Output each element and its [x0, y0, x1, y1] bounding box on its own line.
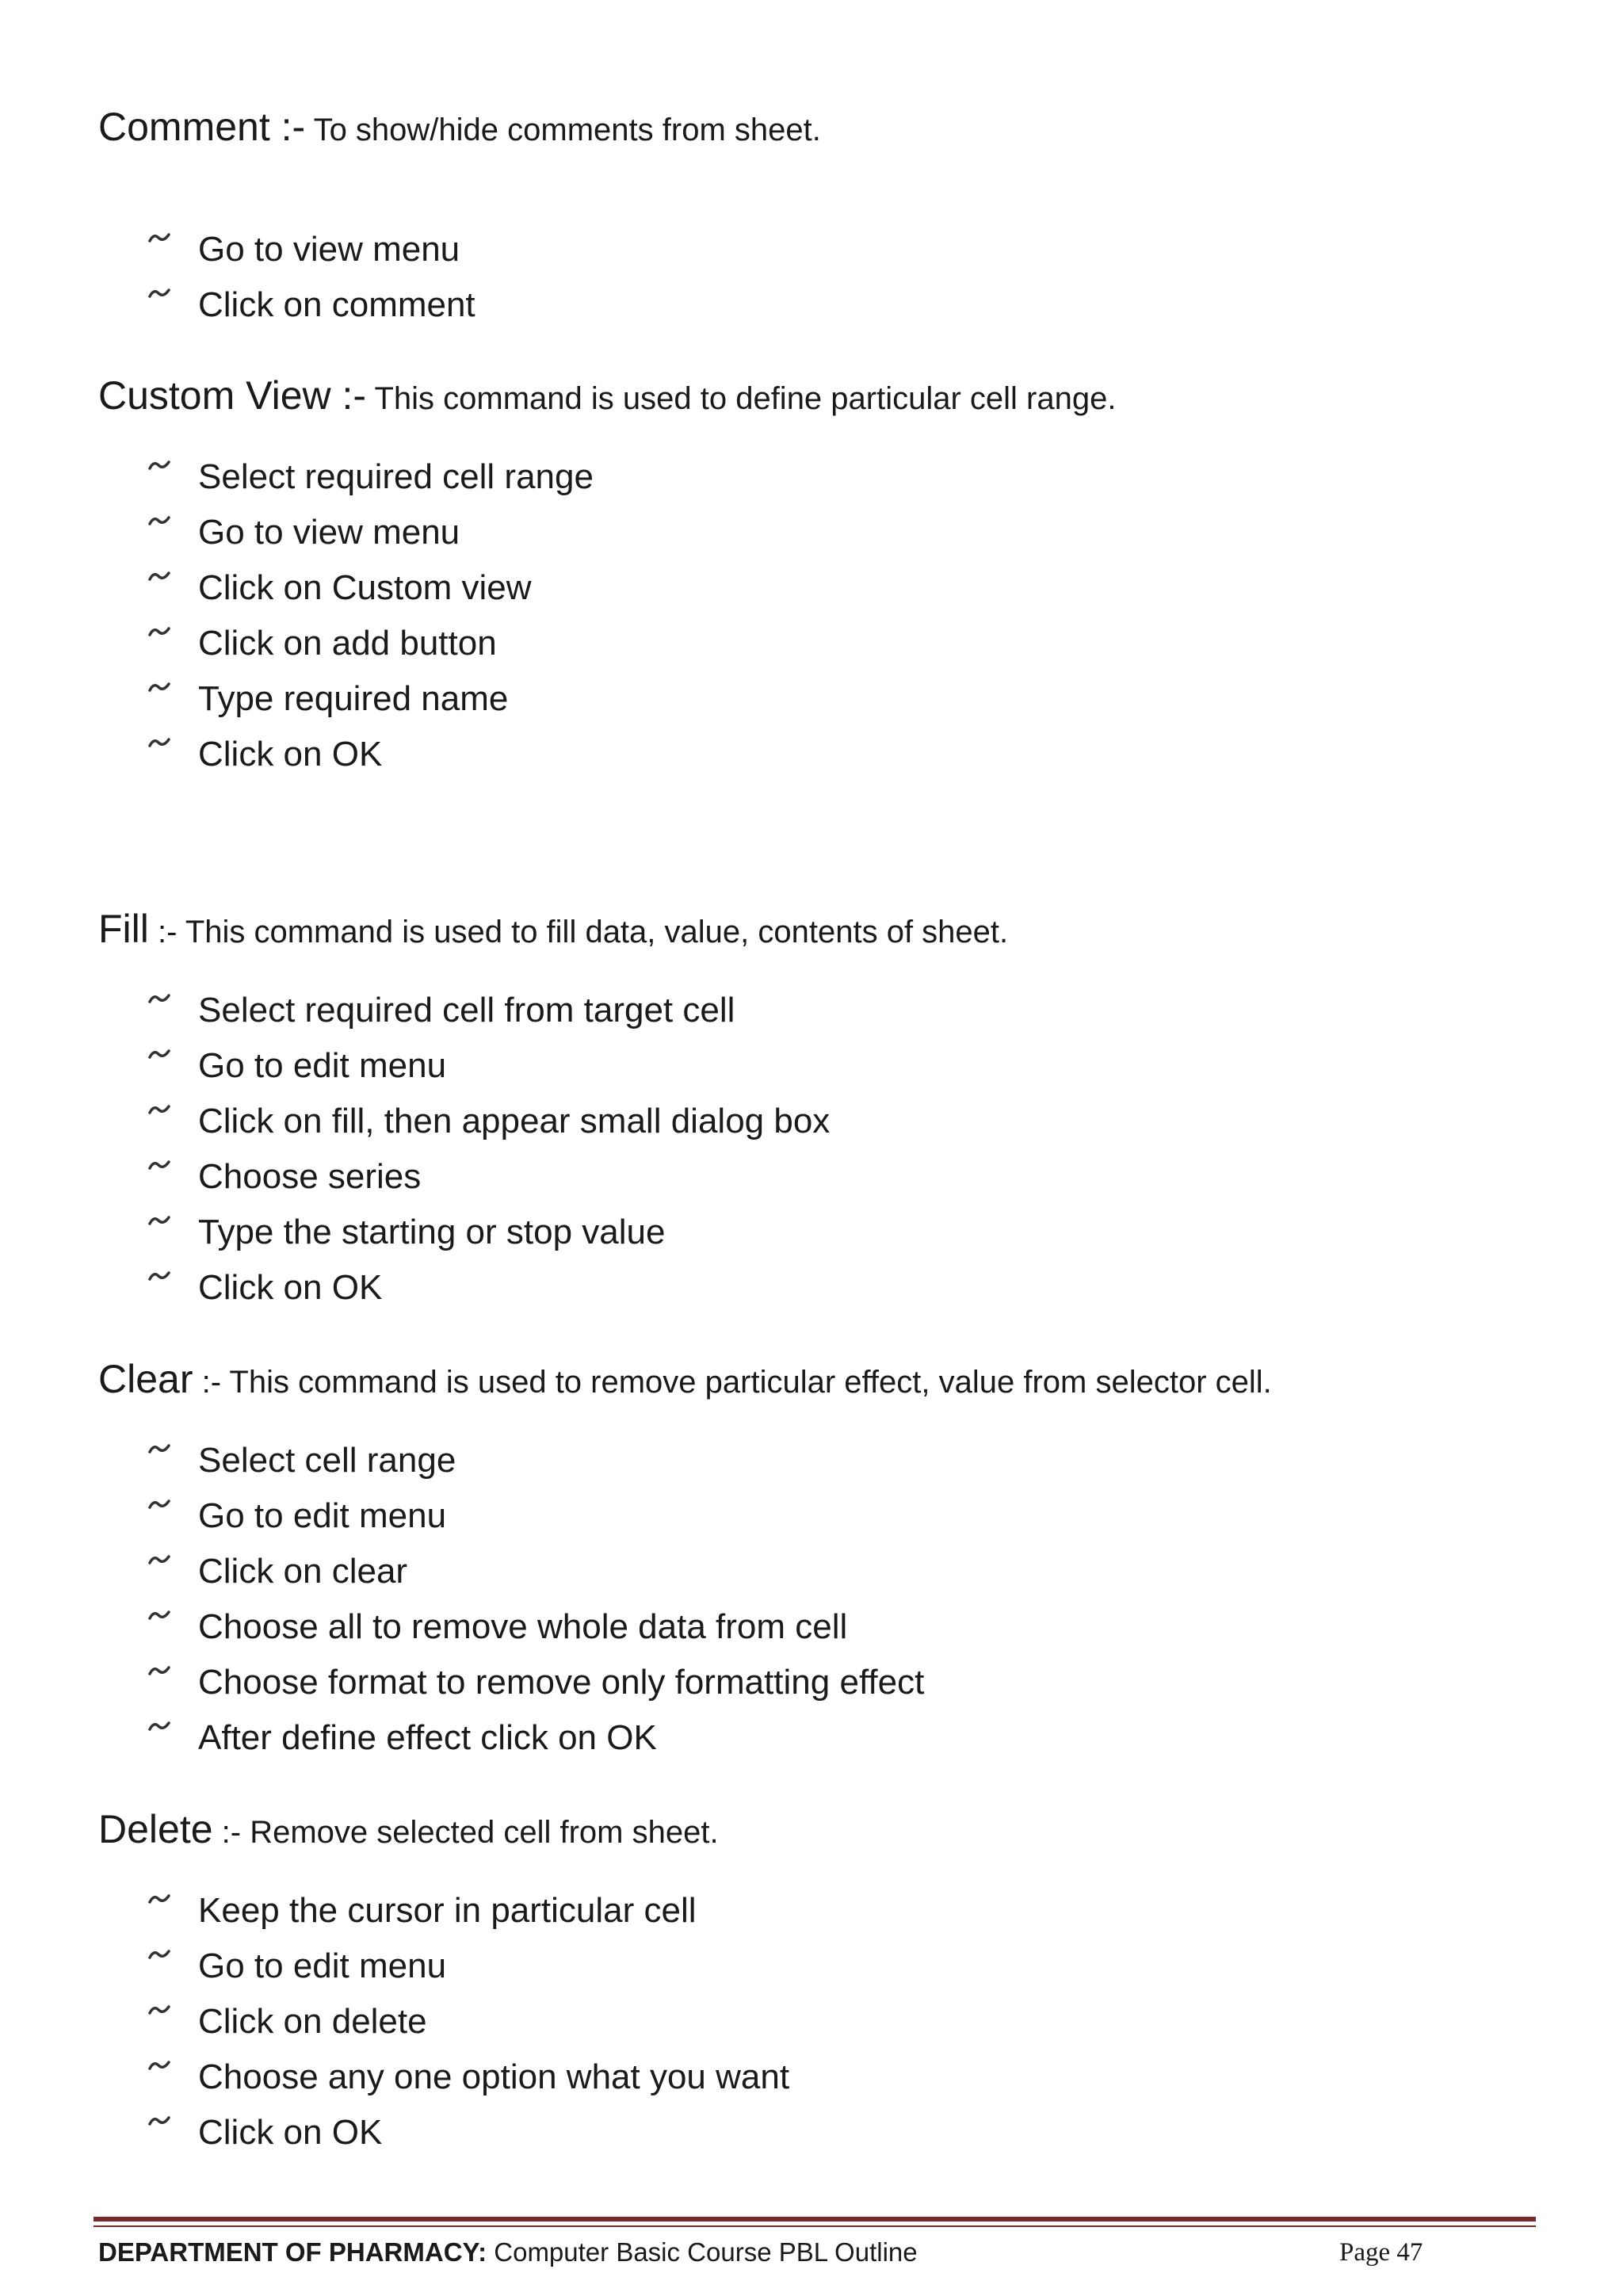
step-text: Go to edit menu — [198, 1046, 447, 1085]
tilde-bullet-icon — [147, 1661, 171, 1680]
heading-description: To show/hide comments from sheet. — [305, 113, 821, 147]
footer-divider — [94, 2217, 1536, 2222]
footer-course-info — [98, 2235, 918, 2270]
tilde-bullet-icon — [147, 1156, 171, 1175]
tilde-bullet-icon — [147, 622, 171, 641]
page-number: Page 47 — [1339, 2238, 1423, 2267]
tilde-bullet-icon — [147, 1495, 171, 1514]
heading-term: Comment :- — [98, 105, 306, 149]
list-item — [147, 1544, 1495, 1599]
section-heading — [98, 370, 1525, 431]
list-item — [147, 671, 1495, 727]
step-text: Click on add button — [198, 624, 497, 663]
step-text: After define effect click on OK — [198, 1718, 657, 1757]
list-item — [147, 983, 1495, 1038]
steps-list — [147, 1883, 1495, 2160]
tilde-bullet-icon — [147, 1606, 171, 1625]
heading-description: :- This command is used to remove particular effect, value from selector cell. — [193, 1365, 1272, 1400]
list-item — [147, 1883, 1495, 1939]
footer-department: DEPARTMENT OF PHARMACY: — [98, 2237, 487, 2267]
step-text: Click on delete — [198, 2002, 427, 2041]
tilde-bullet-icon — [147, 1439, 171, 1458]
tilde-bullet-icon — [147, 1266, 171, 1286]
step-text: Go to view menu — [198, 230, 460, 269]
section-heading — [98, 904, 1525, 965]
step-text: Select required cell from target cell — [198, 991, 735, 1030]
step-text: Go to view menu — [198, 513, 460, 552]
list-item — [147, 449, 1495, 505]
tilde-bullet-icon — [147, 733, 171, 752]
list-item — [147, 1205, 1495, 1260]
tilde-bullet-icon — [147, 989, 171, 1008]
list-item — [147, 1939, 1495, 1994]
heading-description: :- Remove selected cell from sheet. — [212, 1815, 719, 1850]
step-text: Choose format to remove only formatting effect — [198, 1663, 925, 1702]
list-item — [147, 727, 1495, 782]
steps-list — [147, 449, 1495, 782]
heading-term: Fill — [98, 907, 149, 951]
step-text: Select cell range — [198, 1441, 456, 1480]
section-heading — [98, 1354, 1525, 1415]
step-text: Click on clear — [198, 1552, 408, 1591]
step-text: Keep the cursor in particular cell — [198, 1891, 697, 1930]
list-item — [147, 616, 1495, 671]
section-delete — [98, 1804, 1525, 2152]
tilde-bullet-icon — [147, 1100, 171, 1119]
tilde-bullet-icon — [147, 678, 171, 697]
section-heading — [98, 1804, 1525, 1865]
step-text: Type the starting or stop value — [198, 1213, 666, 1251]
list-item — [147, 1433, 1495, 1488]
step-text: Choose any one option what you want — [198, 2057, 790, 2096]
footer-course: Computer Basic Course PBL Outline — [487, 2237, 918, 2267]
step-text: Click on OK — [198, 1268, 383, 1307]
list-item — [147, 1710, 1495, 1766]
tilde-bullet-icon — [147, 1717, 171, 1736]
tilde-bullet-icon — [147, 2000, 171, 2019]
tilde-bullet-icon — [147, 1550, 171, 1569]
step-text: Click on Custom view — [198, 568, 532, 607]
heading-term: Clear — [98, 1357, 193, 1401]
step-text: Go to edit menu — [198, 1946, 447, 1985]
heading-description: :- This command is used to fill data, value, contents of sheet. — [148, 915, 1009, 949]
tilde-bullet-icon — [147, 2056, 171, 2075]
steps-list — [147, 1433, 1495, 1766]
tilde-bullet-icon — [147, 1045, 171, 1064]
section-clear — [98, 1354, 1525, 1757]
section-heading — [98, 101, 1525, 162]
step-text: Type required name — [198, 679, 509, 718]
step-text: Click on OK — [198, 2113, 383, 2152]
list-item — [147, 1488, 1495, 1544]
list-item — [147, 505, 1495, 560]
list-item — [147, 1149, 1495, 1205]
tilde-bullet-icon — [147, 567, 171, 586]
step-text: Choose all to remove whole data from cell — [198, 1607, 848, 1646]
tilde-bullet-icon — [147, 228, 171, 247]
steps-list — [147, 222, 1495, 333]
step-text: Click on comment — [198, 285, 475, 324]
step-text: Click on fill, then appear small dialog box — [198, 1102, 831, 1140]
steps-list — [147, 983, 1495, 1316]
heading-term: Custom View :- — [98, 373, 367, 418]
tilde-bullet-icon — [147, 1211, 171, 1230]
list-item — [147, 1094, 1495, 1149]
list-item — [147, 2050, 1495, 2105]
list-item — [147, 222, 1495, 277]
tilde-bullet-icon — [147, 284, 171, 303]
list-item — [147, 1994, 1495, 2050]
list-item — [147, 1655, 1495, 1710]
section-comment — [98, 101, 1525, 324]
heading-term: Delete — [98, 1807, 213, 1851]
step-text: Choose series — [198, 1157, 422, 1196]
list-item — [147, 277, 1495, 333]
tilde-bullet-icon — [147, 2111, 171, 2130]
step-text: Go to edit menu — [198, 1496, 447, 1535]
step-text: Select required cell range — [198, 457, 594, 496]
step-text: Click on OK — [198, 735, 383, 774]
section-custom-view — [98, 370, 1525, 774]
tilde-bullet-icon — [147, 511, 171, 530]
list-item — [147, 1599, 1495, 1655]
list-item — [147, 560, 1495, 616]
list-item — [147, 1260, 1495, 1316]
tilde-bullet-icon — [147, 1945, 171, 1964]
list-item — [147, 2105, 1495, 2160]
tilde-bullet-icon — [147, 456, 171, 475]
tilde-bullet-icon — [147, 1889, 171, 1908]
list-item — [147, 1038, 1495, 1094]
heading-description: This command is used to define particular cell range. — [366, 381, 1117, 416]
section-fill — [98, 904, 1525, 1307]
footer-divider-thin — [94, 2225, 1536, 2227]
